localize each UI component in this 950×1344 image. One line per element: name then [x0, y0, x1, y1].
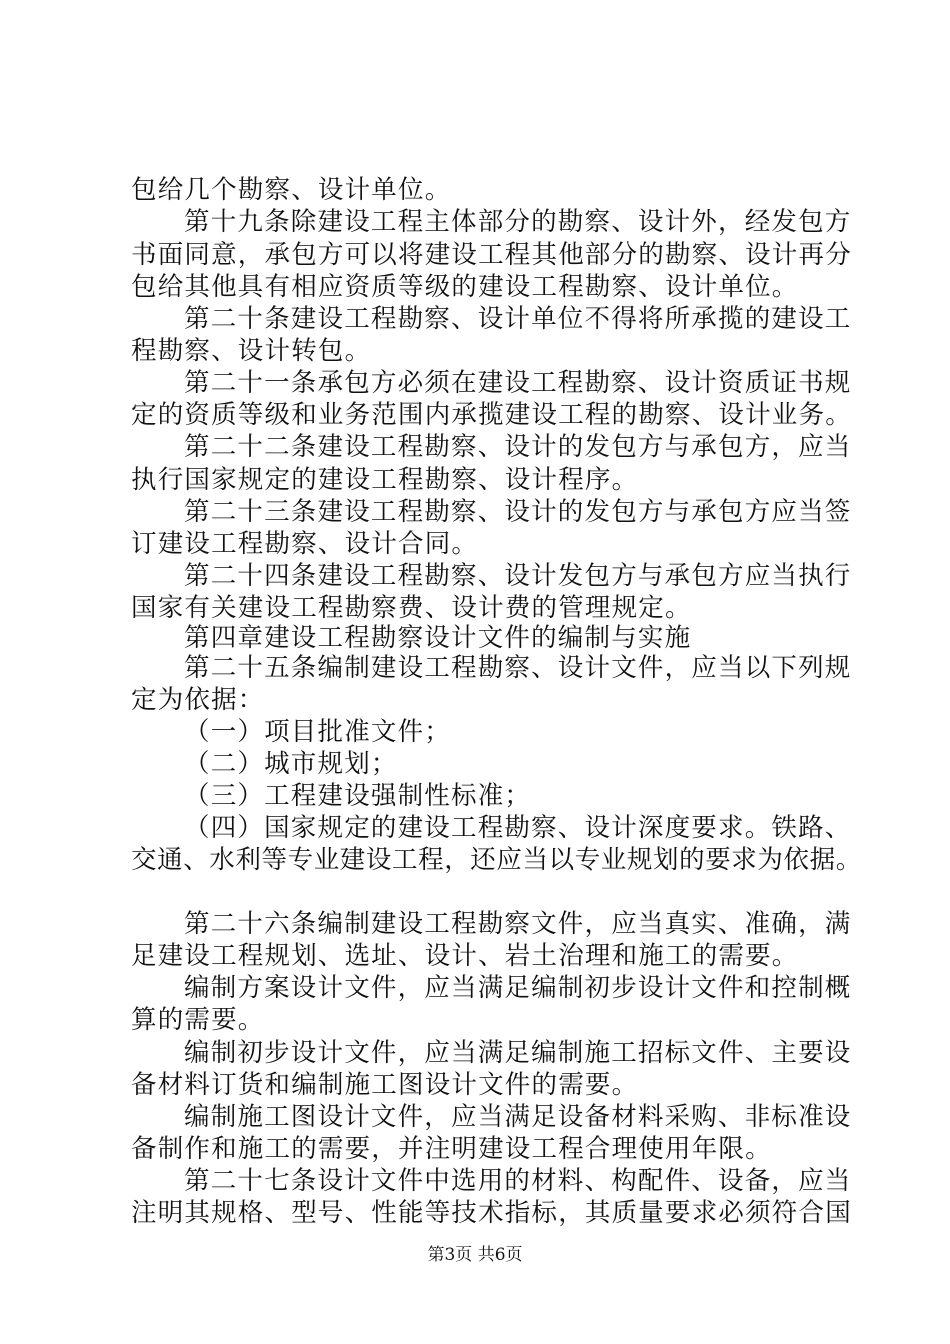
text-line: 执行国家规定的建设工程勘察、设计程序。 — [131, 465, 639, 495]
text-line: 第二十五条编制建设工程勘察、设计文件，应当以下列规 — [184, 653, 852, 683]
text-line: 第二十四条建设工程勘察、设计发包方与承包方应当执行 — [184, 561, 852, 591]
text-line: 第二十三条建设工程勘察、设计的发包方与承包方应当签 — [184, 497, 852, 527]
text-line: 备材料订货和编制施工图设计文件的需要。 — [131, 1070, 639, 1100]
text-line: 注明其规格、型号、性能等技术指标，其质量要求必须符合国 — [131, 1198, 852, 1228]
text-line: 书面同意，承包方可以将建设工程其他部分的勘察、设计再分 — [131, 240, 852, 270]
list-item: （四）国家规定的建设工程勘察、设计深度要求。铁路、 — [184, 813, 852, 843]
text-line: 订建设工程勘察、设计合同。 — [131, 529, 479, 559]
text-line: 包给其他具有相应资质等级的建设工程勘察、设计单位。 — [131, 272, 799, 302]
list-item: （一）项目批准文件； — [184, 717, 452, 747]
list-item: （二）城市规划； — [184, 749, 398, 779]
text-line: 第二十六条编制建设工程勘察文件，应当真实、准确，满 — [184, 909, 852, 939]
text-line: 交通、水利等专业建设工程，还应当以专业规划的要求为依据。 — [131, 845, 862, 875]
text-line: 编制初步设计文件，应当满足编制施工招标文件、主要设 — [184, 1038, 852, 1068]
text-line: 定的资质等级和业务范围内承揽建设工程的勘察、设计业务。 — [131, 400, 852, 430]
text-line: 第二十一条承包方必须在建设工程勘察、设计资质证书规 — [184, 368, 852, 398]
text-line: 包给几个勘察、设计单位。 — [131, 175, 452, 205]
text-line: 第二十条建设工程勘察、设计单位不得将所承揽的建设工 — [184, 304, 852, 334]
text-line: 国家有关建设工程勘察费、设计费的管理规定。 — [131, 593, 692, 623]
text-line: 算的需要。 — [131, 1005, 265, 1035]
text-line: 定为依据： — [131, 685, 265, 715]
text-line: 程勘察、设计转包。 — [131, 336, 372, 366]
text-line: 编制施工图设计文件，应当满足设备材料采购、非标准设 — [184, 1102, 852, 1132]
page-number-footer: 第3页 共6页 — [427, 1245, 523, 1265]
list-item: （三）工程建设强制性标准； — [184, 781, 532, 811]
chapter-heading: 第四章建设工程勘察设计文件的编制与实施 — [184, 623, 692, 653]
text-line: 第二十七条设计文件中选用的材料、构配件、设备，应当 — [184, 1166, 852, 1196]
text-line: 编制方案设计文件，应当满足编制初步设计文件和控制概 — [184, 973, 852, 1003]
text-line: 第十九条除建设工程主体部分的勘察、设计外，经发包方 — [184, 207, 852, 237]
text-line: 第二十二条建设工程勘察、设计的发包方与承包方，应当 — [184, 432, 852, 462]
text-line: 足建设工程规划、选址、设计、岩土治理和施工的需要。 — [131, 941, 799, 971]
text-line: 备制作和施工的需要，并注明建设工程合理使用年限。 — [131, 1134, 772, 1164]
